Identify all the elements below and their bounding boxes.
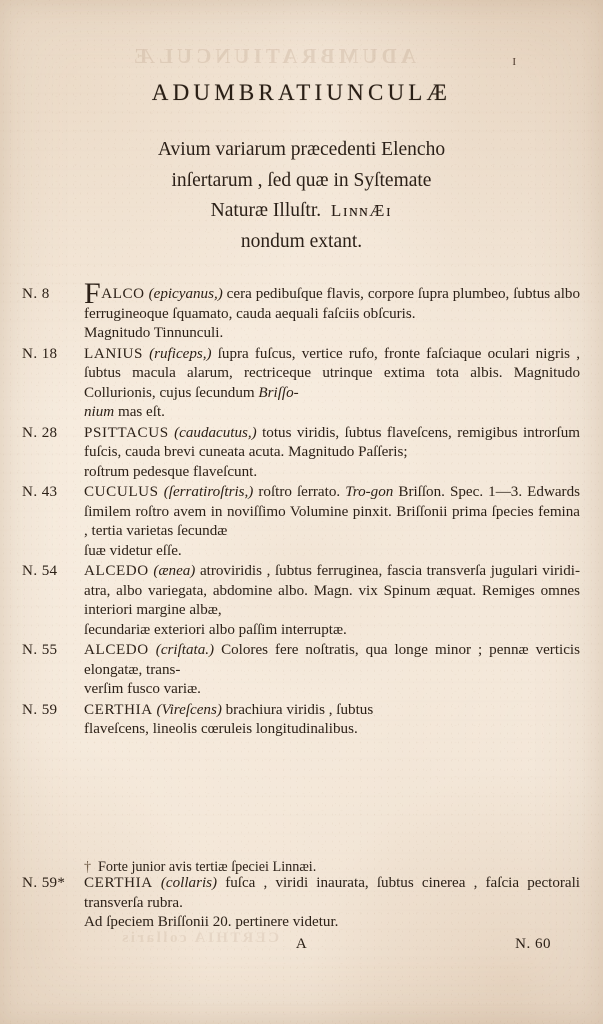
drop-cap-f: F: [84, 277, 101, 310]
subtitle-line-2: inſertarum , ſed quæ in Syſtemate: [171, 169, 432, 191]
entry-text-55: Colores fere noſtratis, qua longe minor ; pennæ verticis elongatæ, trans-: [84, 642, 580, 678]
folio-number: I: [512, 56, 517, 68]
bleed-through-title-ghost: ADUMBRATIUNCULÆ: [130, 44, 416, 68]
entry-text-54: atroviridis , ſubtus ferruginea, fascia transverſa jugulari viridi-atra, albo variegata, abdomine albo. Magn. vix Spinum æquat. Remiges omnes interiori margine albæ,: [84, 563, 580, 618]
entry-citation-43: Tro-gon: [345, 484, 394, 500]
footnote-text: Forte junior avis tertiæ ſpeciei Linnæi.: [98, 859, 317, 875]
entry-body-8: [84, 277, 580, 344]
subtitle-line-3-text: Naturæ Illuſtr.: [210, 200, 322, 221]
entry-citation-cont-18: nium: [84, 404, 115, 420]
entry-body-55: [84, 641, 580, 700]
entry-text-43: roſtro ſerrato.: [253, 484, 346, 500]
genus-name-8: ALCO: [101, 286, 145, 302]
entry-body-59-star: [84, 874, 580, 933]
entry-alcedo-54: [22, 562, 580, 640]
signature-mark: A: [295, 936, 308, 952]
page-footer: [22, 936, 581, 956]
entry-lastline-59-star: Ad ſpeciem Briſſonii 20. pertinere videtur.: [84, 914, 339, 930]
subtitle-author-name: LɪɴɴÆɪ: [330, 201, 393, 220]
genus-name-55: ALCEDO: [84, 642, 149, 658]
entry-number-8: N. 8: [22, 286, 50, 302]
entry-body-54: [84, 562, 580, 640]
entry-text2-43: Briſſon. Spec. 1—3. Edwards ſimilem roſtro avem in noviſſimo Volumine pinxit. Briſſonii prima ſpecies femina , tertia varietas ſecundæ: [84, 484, 580, 539]
entry-text-28: totus viridis, ſubtus flaveſcens, remigibus introrſum fuſcis, cauda brevi cuneata acuta. Magnitudo Paſſeris;: [84, 424, 580, 460]
entry-text-59: brachiura viridis , ſubtus: [221, 701, 374, 718]
entry-body-18: [84, 345, 580, 423]
species-epithet-18: (ruficeps,): [149, 345, 212, 362]
entry-text-59-star: fuſca , viridi inaurata, ſubtus cinerea , faſcia pectorali transverſa rubra.: [84, 875, 580, 911]
entry-number-18: N. 18: [22, 345, 58, 362]
genus-name-18: LANIUS: [84, 345, 143, 362]
entry-number-59: N. 59: [22, 701, 58, 718]
entry-number-59-star: N. 59*: [22, 875, 66, 891]
bleed-through-lower-ghost: CERTHIA collaris: [120, 930, 280, 946]
species-epithet-28: (caudacutus,): [174, 424, 257, 441]
species-epithet-59-star: (collaris): [160, 875, 218, 891]
genus-name-28: PSITTACUS: [84, 424, 169, 441]
entry-number-54: N. 54: [22, 563, 58, 579]
entry-lastline-55: verſim fusco variæ.: [84, 681, 201, 697]
entry-cuculus-43: [22, 483, 580, 561]
entry-list: [22, 277, 580, 741]
entry-lastline-54: ſecundariæ exteriori albo paſſim interruptæ.: [84, 621, 347, 638]
entry-lastline-18: [84, 403, 580, 423]
entry-lastline-text-18: mas eſt.: [114, 404, 165, 420]
entry-certhia-59: [22, 701, 580, 740]
entry-falco-8: [22, 277, 580, 344]
entry-text-8: cera pedibuſque flavis, corpore ſupra plumbeo, ſubtus albo ferrugineoque ſquamato, cauda aequali faſciis obſcuris.: [84, 286, 580, 322]
entry-body-59: [84, 701, 580, 740]
subtitle-line-1: Avium variarum præcedenti Elencho: [157, 139, 446, 160]
entry-alcedo-55: [22, 641, 580, 700]
species-epithet-8: (epicyanus,): [148, 286, 223, 302]
entry-lanius-18: [22, 345, 580, 423]
entry-number-43: N. 43: [22, 484, 58, 500]
page-title: ADUMBRATIUNCULÆ: [151, 80, 452, 105]
subtitle-line-3: [46, 196, 557, 227]
entry-59-star-row: [22, 874, 580, 933]
entry-body-28: [84, 424, 580, 483]
species-epithet-55: (criſtata.): [155, 642, 215, 658]
entry-psittacus-28: [22, 424, 580, 483]
catchword: N. 60: [515, 936, 551, 952]
genus-name-43: CUCULUS: [84, 484, 159, 500]
genus-name-59-star: CERTHIA: [84, 875, 153, 891]
subtitle-line-4: nondum extant.: [240, 230, 363, 252]
genus-name-54: ALCEDO: [84, 563, 149, 579]
entry-lastline-28: roſtrum pedesque flaveſcunt.: [84, 463, 258, 480]
entry-lastline-8: Magnitudo Tinnunculi.: [84, 325, 224, 341]
genus-name-59: CERTHIA: [84, 701, 153, 718]
entry-text-18: ſupra fuſcus, vertice rufo, fronte faſciaque oculari nigris , ſubtus macula alarum, rectriceque utrinque extima tota albis. Magnitudo Collurionis, cujus ſecundum: [84, 345, 580, 401]
entry-body-43: [84, 483, 580, 561]
entry-lastline-43: ſuæ videtur eſſe.: [84, 542, 182, 559]
subtitle-block: [46, 135, 557, 257]
entry-number-55: N. 55: [22, 642, 58, 658]
entry-lastline-59: flaveſcens, lineolis cœruleis longitudinalibus.: [84, 721, 358, 737]
species-epithet-59: (Vireſcens): [156, 701, 222, 718]
species-epithet-54: (ænea): [153, 563, 196, 579]
species-epithet-43: (ſerratiroſtris,): [163, 484, 254, 500]
entry-citation-18: Briſſo-: [258, 384, 299, 401]
footnote-marker-icon: †: [84, 859, 92, 875]
entry-number-28: N. 28: [22, 424, 58, 441]
entry-certhia-59-star: [22, 874, 580, 934]
